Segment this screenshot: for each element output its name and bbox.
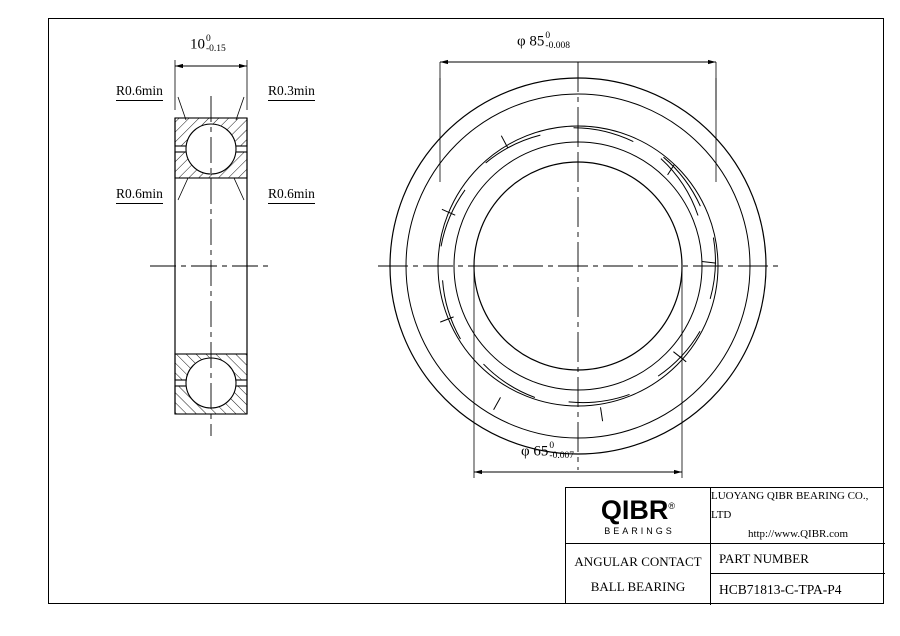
dimension-label-width: 10 0 -0.15 <box>190 34 226 54</box>
chamfer-label-top-right: R0.3min <box>268 83 315 101</box>
part-number-label: PART NUMBER <box>711 544 885 574</box>
logo-wordmark: QIBR® <box>600 495 676 525</box>
title-block-top-row <box>566 488 885 544</box>
dimension-label-outer-diameter: φ 85 0 -0.008 <box>517 31 570 51</box>
chamfer-label-top-left: R0.6min <box>116 83 163 101</box>
company-name: LUOYANG QIBR BEARING CO., LTD <box>711 490 869 522</box>
product-type-line2: BALL BEARING <box>590 578 686 594</box>
product-type <box>566 544 711 605</box>
company-info <box>711 488 885 543</box>
registered-trademark-icon: ® <box>668 501 676 511</box>
chamfer-label-bottom-right: R0.6min <box>268 186 315 204</box>
company-website[interactable]: http://www.QIBR.com <box>747 527 849 540</box>
logo-subtitle: BEARINGS <box>604 526 675 536</box>
title-block <box>565 487 884 604</box>
title-block-bottom-row <box>566 544 885 605</box>
part-number-value: HCB71813-C-TPA-P4 <box>719 581 842 597</box>
product-type-line1: ANGULAR CONTACT <box>574 554 702 570</box>
dimension-label-bore-diameter: φ 65 0 -0.007 <box>521 441 574 461</box>
company-logo <box>566 488 711 543</box>
part-number-cell <box>711 544 885 605</box>
chamfer-label-bottom-left: R0.6min <box>116 186 163 204</box>
